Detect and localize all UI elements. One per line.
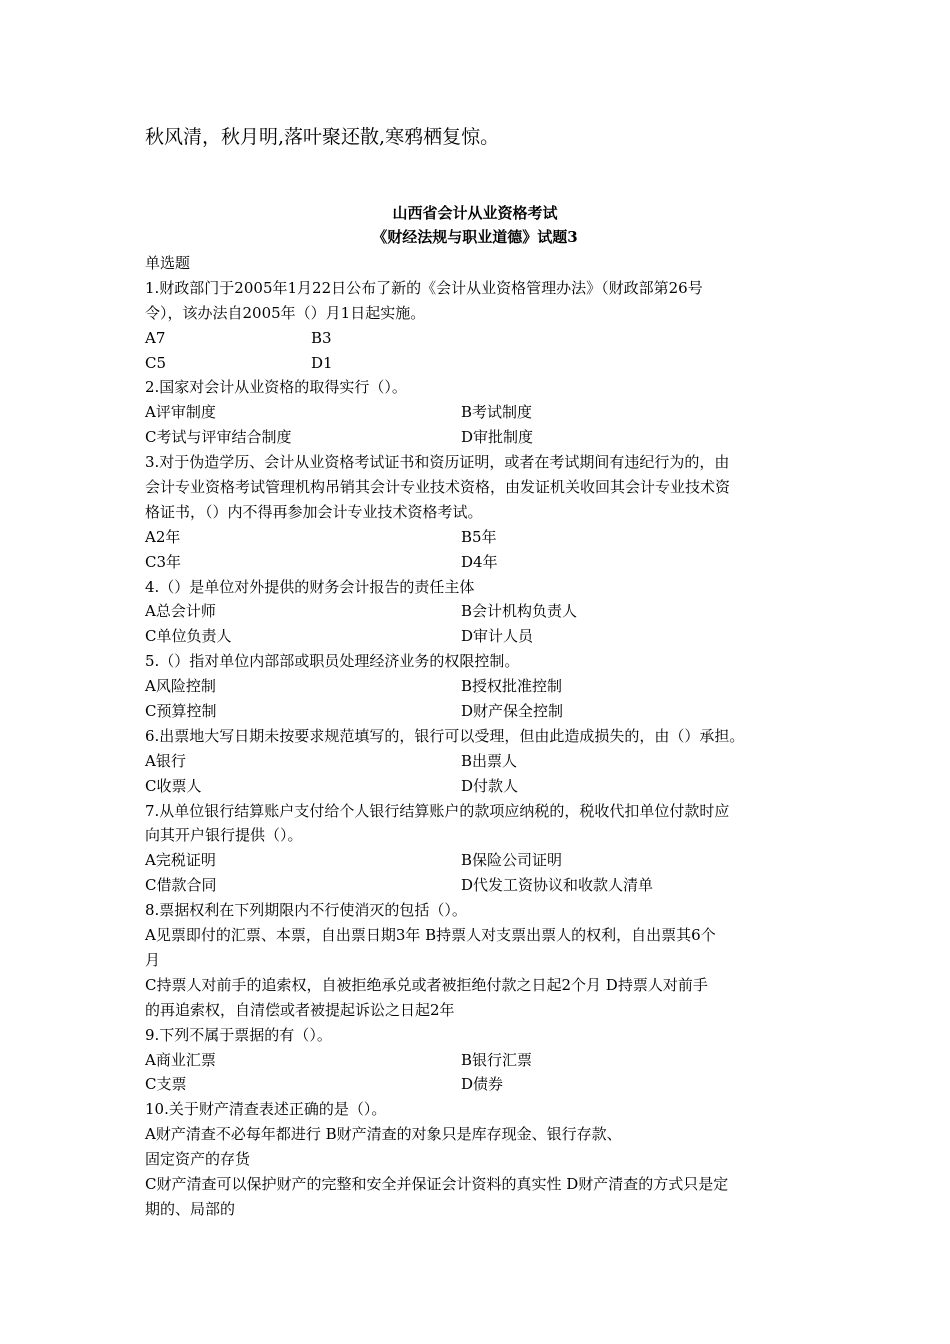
- option-b: B授权批准控制: [461, 677, 563, 696]
- question-8-options-cd: C持票人对前手的追索权，自被拒绝承兑或者被拒绝付款之日起2个月 D持票人对前手: [145, 975, 708, 994]
- question-1-stem: 1.财政部门于2005年1月22日公布了新的《会计从业资格管理办法》（财政部第26号: [145, 278, 703, 297]
- question-9-stem: 9.下列不属于票据的有（）。: [145, 1025, 332, 1044]
- question-3-options-cd: [145, 550, 810, 575]
- option-a: A商业汇票: [145, 1050, 216, 1069]
- option-a: A银行: [145, 751, 186, 770]
- question-2-options-cd: [145, 425, 810, 450]
- question-10-stem: 10.关于财产清查表述正确的是（）。: [145, 1100, 387, 1119]
- question-3-options-ab: [145, 525, 810, 550]
- option-a: A总会计师: [145, 602, 216, 621]
- option-c: C借款合同: [145, 876, 217, 895]
- option-b: B3: [311, 328, 332, 347]
- exam-subtitle: 《财经法规与职业道德》试题3: [372, 228, 578, 246]
- question-5-stem: 5.（）指对单位内部部或职员处理经济业务的权限控制。: [145, 652, 520, 671]
- option-c: C单位负责人: [145, 627, 232, 646]
- option-b: B5年: [461, 527, 497, 546]
- question-6-options-ab: [145, 749, 810, 774]
- question-6-stem: 6.出票地大写日期未按要求规范填写的，银行可以受理，但由此造成损失的，由（）承担。: [145, 726, 745, 745]
- option-d: D4年: [461, 552, 498, 571]
- option-c: C支票: [145, 1075, 187, 1094]
- option-d: D债券: [461, 1075, 504, 1094]
- question-8-options-ab-cont: 月: [145, 950, 161, 969]
- question-2-stem: 2.国家对会计从业资格的取得实行（）。: [145, 378, 407, 397]
- option-b: B出票人: [461, 751, 518, 770]
- question-3-stem-cont: 会计专业资格考试管理机构吊销其会计专业技术资格，由发证机关收回其会计专业技术资: [145, 478, 731, 497]
- question-8-options-ab: A见票即付的汇票、本票，自出票日期3年 B持票人对支票出票人的权利，自出票其6个: [145, 926, 716, 945]
- question-4-options-ab: [145, 599, 810, 624]
- option-d: D审计人员: [461, 627, 534, 646]
- question-4-stem: 4.（）是单位对外提供的财务会计报告的责任主体: [145, 577, 475, 596]
- option-b: B会计机构负责人: [461, 602, 578, 621]
- option-a: A评审制度: [145, 403, 216, 422]
- question-1-options-ab: [145, 326, 810, 351]
- question-5-options-cd: [145, 699, 810, 724]
- option-b: B考试制度: [461, 403, 533, 422]
- section-heading: 单选题: [145, 254, 191, 272]
- question-1-options-cd: [145, 351, 810, 376]
- question-5-options-ab: [145, 674, 810, 699]
- option-c: C考试与评审结合制度: [145, 428, 292, 447]
- option-d: D代发工资协议和收款人清单: [461, 876, 654, 895]
- option-a: A2年: [145, 527, 181, 546]
- option-a: A完税证明: [145, 851, 216, 870]
- option-b: B银行汇票: [461, 1050, 533, 1069]
- exam-title: 山西省会计从业资格考试: [392, 204, 558, 222]
- option-d: D付款人: [461, 776, 519, 795]
- question-9-options-ab: [145, 1048, 810, 1073]
- option-d: D1: [311, 353, 333, 372]
- question-8-stem: 8.票据权利在下列期限内不行使消灭的包括（）。: [145, 901, 467, 920]
- option-a: A7: [145, 328, 166, 347]
- question-4-options-cd: [145, 624, 810, 649]
- option-c: C3年: [145, 552, 182, 571]
- question-10-options-cd-cont: 期的、局部的: [145, 1199, 236, 1218]
- question-8-options-cd-cont: 的再追索权，自清偿或者被提起诉讼之日起2年: [145, 1000, 455, 1019]
- question-3-stem-cont: 格证书，（）内不得再参加会计专业技术资格考试。: [145, 502, 483, 521]
- question-3-stem: 3.对于伪造学历、会计从业资格考试证书和资历证明，或者在考试期间有违纪行为的，由: [145, 453, 730, 472]
- option-c: C预算控制: [145, 702, 217, 721]
- question-list: [145, 251, 810, 1222]
- question-9-options-cd: [145, 1072, 810, 1097]
- question-6-options-cd: [145, 774, 810, 799]
- poem-line: 秋风清，秋月明,落叶聚还散,寒鸦栖复惊。: [145, 126, 500, 148]
- option-d: D审批制度: [461, 428, 534, 447]
- question-7-options-ab: [145, 848, 810, 873]
- option-a: A风险控制: [145, 677, 216, 696]
- question-10-options-ab: A财产清查不必每年都进行 B财产清查的对象只是库存现金、银行存款、: [145, 1125, 622, 1144]
- option-c: C收票人: [145, 776, 202, 795]
- option-d: D财产保全控制: [461, 702, 564, 721]
- question-10-options-cd: C财产清查可以保护财产的完整和安全并保证会计资料的真实性 D财产清查的方式只是定: [145, 1174, 729, 1193]
- option-c: C5: [145, 353, 167, 372]
- question-7-options-cd: [145, 873, 810, 898]
- question-7-stem-cont: 向其开户银行提供（）。: [145, 826, 303, 845]
- question-7-stem: 7.从单位银行结算账户支付给个人银行结算账户的款项应纳税的，税收代扣单位付款时应: [145, 801, 730, 820]
- question-1-stem-cont: 令），该办法自2005年（）月1日起实施。: [145, 303, 426, 322]
- option-b: B保险公司证明: [461, 851, 563, 870]
- question-10-options-ab-cont: 固定资产的存货: [145, 1150, 251, 1169]
- question-2-options-ab: [145, 400, 810, 425]
